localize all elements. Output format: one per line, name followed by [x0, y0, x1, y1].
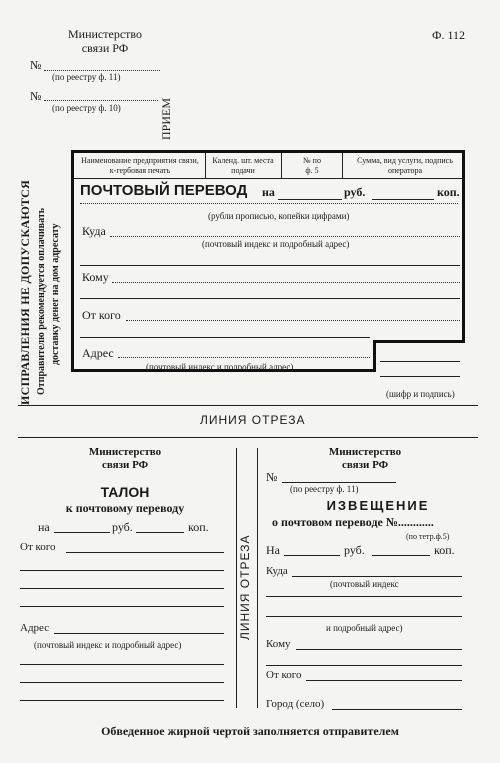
vertical-cut-line-right: [257, 448, 258, 708]
talon-ministry-line1: Министерство: [88, 446, 162, 458]
cipher-field-2[interactable]: [380, 376, 460, 377]
notice-where-label: Куда: [266, 565, 288, 577]
form-border-step-horizontal: [373, 340, 465, 343]
where-label: Куда: [82, 224, 106, 238]
no-corrections-note: ИСПРАВЛЕНИЯ НЕ ДОПУСКАЮТСЯ: [18, 179, 32, 405]
from-field[interactable]: [126, 320, 460, 321]
table-col-enterprise: Наименование предприятия связи, к-гербовая печать: [81, 156, 199, 175]
amount-kop: коп.: [437, 185, 460, 199]
notice-na: На: [266, 543, 280, 557]
talon-kop-field[interactable]: [136, 532, 184, 533]
notice-city-field[interactable]: [332, 709, 462, 710]
notice-address-hint: и подробный адрес): [326, 623, 403, 633]
notice-ministry-line2: связи РФ: [341, 459, 389, 471]
registry-11-no: №: [30, 58, 42, 72]
notice-no: №: [266, 470, 278, 484]
notice-subtitle: о почтовом переводе №............: [272, 515, 434, 529]
amount-hint: (рубли прописью, копейки цифрами): [208, 211, 350, 221]
talon-from-field-2[interactable]: [20, 570, 224, 571]
talon-from-label: От кого: [20, 541, 56, 553]
from-label: От кого: [82, 308, 121, 322]
notice-to-whom-field[interactable]: [296, 649, 462, 650]
registry-10-hint: (по реестру ф. 10): [52, 103, 121, 113]
notice-from-label: От кого: [266, 669, 302, 681]
cut-line-top: [18, 405, 478, 406]
notice-city-label: Город (село): [266, 698, 325, 710]
notice-index-hint: (почтовый индекс: [330, 579, 399, 589]
cut-line-bottom: [18, 437, 478, 438]
talon-address-field-3[interactable]: [20, 682, 224, 683]
registry-10-field[interactable]: [44, 100, 158, 101]
form-border-step-vertical: [373, 340, 376, 372]
notice-rub: руб.: [344, 543, 365, 557]
notice-ministry-line1: Министерство: [328, 446, 402, 458]
amount-rub: руб.: [344, 185, 366, 199]
ministry-header: [50, 27, 160, 55]
priem-label: ПРИЕМ: [159, 97, 173, 140]
to-whom-field-2[interactable]: [80, 298, 460, 299]
table-col-calendar: Календ. шт. места подачи: [212, 156, 274, 175]
form-border-left: [71, 150, 74, 372]
registry-11-hint: (по реестру ф. 11): [52, 72, 121, 82]
talon-title: ТАЛОН: [100, 484, 150, 500]
vertical-cut-line-left: [236, 448, 237, 708]
notice-kop: коп.: [434, 543, 455, 557]
table-col-divider-3: [342, 153, 343, 178]
amount-na: на: [262, 185, 275, 199]
registry-11-field[interactable]: [44, 70, 160, 71]
to-whom-field[interactable]: [112, 282, 460, 283]
notice-registry-hint: (по реестру ф. 11): [290, 484, 359, 494]
notice-tetr-hint: (по тетр.ф.5): [406, 532, 450, 541]
table-col-divider-2: [281, 153, 282, 178]
talon-na: на: [38, 520, 50, 534]
notice-from-field[interactable]: [306, 680, 462, 681]
where-field[interactable]: [110, 236, 460, 237]
amount-words-line[interactable]: [80, 203, 458, 204]
talon-address-field-4[interactable]: [20, 700, 224, 701]
notice-no-field[interactable]: [282, 482, 396, 483]
table-col-divider-1: [205, 153, 206, 178]
amount-kop-field[interactable]: [372, 199, 434, 200]
form-border-top: [71, 150, 465, 153]
address-field[interactable]: [118, 357, 370, 358]
notice-title: ИЗВЕЩЕНИЕ: [326, 498, 430, 513]
talon-from-field-3[interactable]: [20, 588, 224, 589]
registry-10-no: №: [30, 89, 42, 103]
notice-where-field[interactable]: [292, 576, 462, 577]
form-border-right: [462, 150, 465, 343]
sender-recommendation-2: доставку денег на дом адресату: [50, 223, 61, 365]
cipher-hint: (шифр и подпись): [386, 389, 455, 399]
talon-ministry-line2: связи РФ: [101, 459, 149, 471]
form-number: Ф. 112: [432, 28, 466, 42]
talon-address-field[interactable]: [54, 633, 224, 634]
cipher-field-1[interactable]: [380, 361, 460, 362]
address-hint: (почтовый индекс и подробный адрес): [146, 362, 294, 372]
where-hint: (почтовый индекс и подробный адрес): [202, 239, 350, 249]
postal-transfer-title: ПОЧТОВЫЙ ПЕРЕВОД: [80, 182, 248, 199]
vertical-cut-label: ЛИНИЯ ОТРЕЗА: [238, 534, 252, 640]
talon-ministry: [70, 446, 180, 472]
where-field-2[interactable]: [80, 265, 460, 266]
notice-where-field-2[interactable]: [266, 596, 462, 597]
table-col-sum: Сумма, вид услуги, подпись оператора: [357, 156, 453, 175]
notice-to-whom-field-2[interactable]: [266, 665, 462, 666]
address-label: Адрес: [82, 346, 114, 360]
notice-where-field-3[interactable]: [266, 616, 462, 617]
ministry-line1: Министерство: [68, 27, 142, 41]
talon-kop: коп.: [188, 520, 209, 534]
notice-kop-field[interactable]: [372, 555, 430, 556]
talon-from-field-4[interactable]: [20, 606, 224, 607]
table-col-f5: № по ф. 5: [303, 156, 321, 175]
talon-rub-field[interactable]: [54, 532, 110, 533]
from-field-2[interactable]: [80, 337, 370, 338]
talon-address-field-2[interactable]: [20, 664, 224, 665]
talon-address-label: Адрес: [20, 622, 50, 634]
notice-ministry: [310, 446, 420, 472]
ministry-line2: связи РФ: [81, 41, 129, 55]
talon-from-field[interactable]: [66, 552, 224, 553]
cut-line-label: ЛИНИЯ ОТРЕЗА: [200, 413, 306, 427]
talon-subtitle: к почтовому переводу: [65, 501, 185, 515]
notice-to-whom-label: Кому: [266, 638, 291, 650]
talon-address-hint: (почтовый индекс и подробный адрес): [34, 640, 182, 650]
talon-rub: руб.: [112, 520, 133, 534]
sender-recommendation-1: Отправителю рекомендуется оплачивать: [36, 207, 47, 395]
to-whom-label: Кому: [82, 270, 109, 284]
footer-note: Обведенное жирной чертой заполняется отправителем: [101, 724, 399, 738]
table-header-divider: [74, 178, 462, 179]
amount-rub-field[interactable]: [278, 199, 342, 200]
notice-rub-field[interactable]: [284, 555, 340, 556]
